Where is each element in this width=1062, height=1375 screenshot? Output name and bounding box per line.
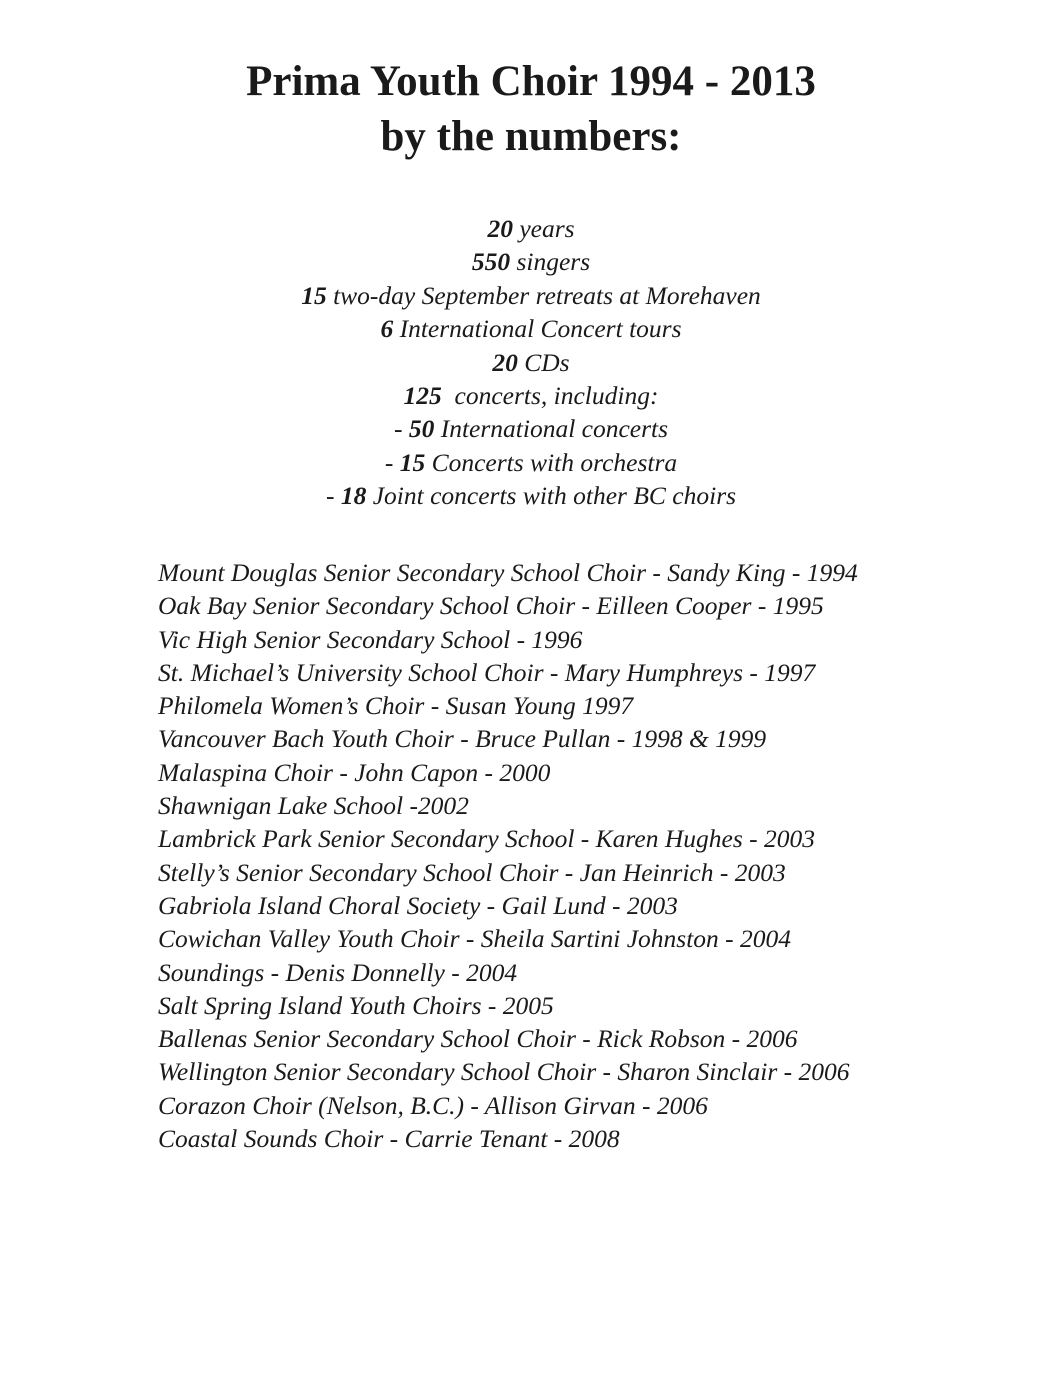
stats-list <box>0 212 1062 513</box>
collaboration-item: St. Michael’s University School Choir - Mary Humphreys - 1997 <box>158 657 816 687</box>
collaboration-item: Vic High Senior Secondary School - 1996 <box>158 624 583 654</box>
stat-line <box>0 346 1062 379</box>
stat-line <box>0 245 1062 278</box>
collaboration-item: Corazon Choir (Nelson, B.C.) - Allison Girvan - 2006 <box>158 1090 708 1120</box>
stat-text: singers <box>510 247 591 277</box>
collaboration-item: Philomela Women’s Choir - Susan Young 1997 <box>158 691 634 721</box>
collaboration-item: Wellington Senior Secondary School Choir - Sharon Sinclair - 2006 <box>158 1057 850 1087</box>
stat-prefix: - <box>325 481 341 511</box>
stat-line <box>0 212 1062 245</box>
stat-line <box>0 312 1062 345</box>
stat-line <box>0 379 1062 412</box>
stat-number: 50 <box>408 414 435 444</box>
collaboration-item: Soundings - Denis Donnelly - 2004 <box>158 957 518 987</box>
stat-prefix: - <box>393 414 409 444</box>
stat-number: 6 <box>380 314 394 344</box>
collaboration-item: Vancouver Bach Youth Choir - Bruce Pullan - 1998 & 1999 <box>158 724 767 754</box>
stat-number: 15 <box>301 280 327 310</box>
collaboration-item: Ballenas Senior Secondary School Choir - Rick Robson - 2006 <box>158 1024 798 1054</box>
stat-number: 15 <box>399 447 426 477</box>
collaboration-item: Lambrick Park Senior Secondary School - Karen Hughes - 2003 <box>158 824 815 854</box>
collaboration-item: Coastal Sounds Choir - Carrie Tenant - 2008 <box>158 1124 620 1154</box>
stat-text: CDs <box>517 347 570 377</box>
stat-text: Joint concerts with other BC choirs <box>366 481 737 511</box>
title-line-1: Prima Youth Choir 1994 - 2013 <box>246 58 816 105</box>
collaboration-item: Mount Douglas Senior Secondary School Choir - Sandy King - 1994 <box>158 558 858 587</box>
stat-line <box>0 479 1062 512</box>
stat-number: 550 <box>471 247 511 277</box>
collaboration-item: Oak Bay Senior Secondary School Choir - Eilleen Cooper - 1995 <box>158 591 824 621</box>
collaboration-item: Cowichan Valley Youth Choir - Sheila Sartini Johnston - 2004 <box>158 924 792 954</box>
stat-text: two-day September retreats at Morehaven <box>326 280 761 310</box>
collaboration-item: Salt Spring Island Youth Choirs - 2005 <box>158 990 554 1020</box>
stat-text: International concerts <box>434 414 669 444</box>
collaboration-item: Shawnigan Lake School -2002 <box>158 791 469 821</box>
page-title <box>0 54 1062 164</box>
stat-line <box>0 412 1062 445</box>
title-line-2: by the numbers: <box>380 113 682 160</box>
stat-text: years <box>512 214 575 243</box>
stat-text: concerts, including: <box>441 381 659 411</box>
stat-text: Concerts with orchestra <box>425 447 678 477</box>
collaborations-list <box>158 556 1038 1155</box>
stat-line <box>0 446 1062 479</box>
stat-prefix: - <box>384 447 400 477</box>
stat-number: 125 <box>403 381 442 411</box>
collaboration-item: Gabriola Island Choral Society - Gail Lund - 2003 <box>158 890 678 920</box>
stat-line <box>0 279 1062 312</box>
collaboration-item: Malaspina Choir - John Capon - 2000 <box>158 757 551 787</box>
stat-number: 18 <box>340 481 367 511</box>
stat-number: 20 <box>487 214 513 243</box>
collaboration-item: Stelly’s Senior Secondary School Choir - Jan Heinrich - 2003 <box>158 857 786 887</box>
stat-number: 20 <box>492 347 518 377</box>
stat-text: International Concert tours <box>393 314 682 344</box>
